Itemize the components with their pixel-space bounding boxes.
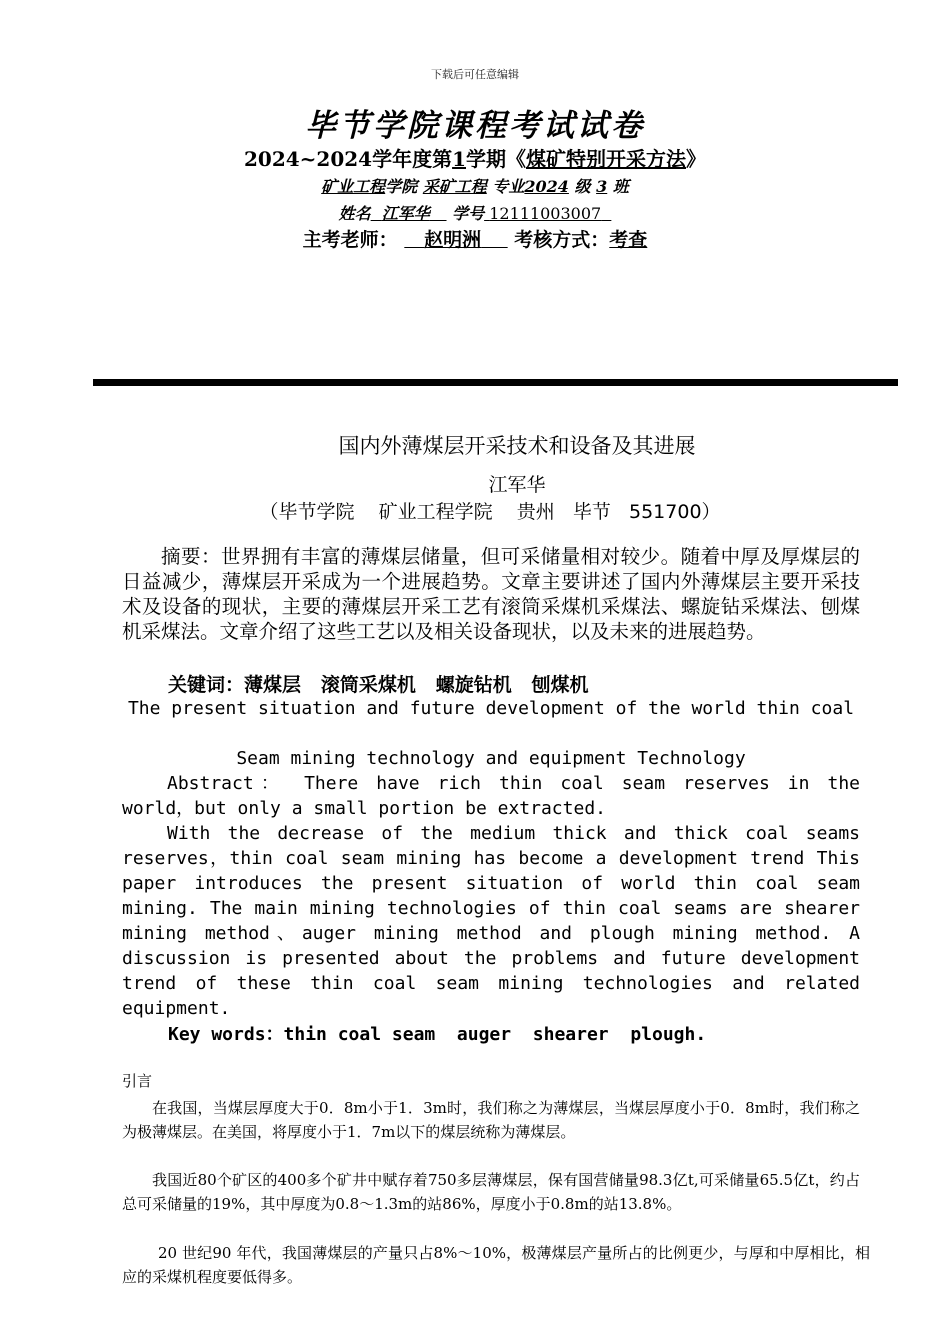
academic-year: 2024~2024 xyxy=(243,147,373,171)
term-text-3: 》 xyxy=(686,147,706,171)
exam-method: 考查 xyxy=(609,229,648,251)
article-affiliation: （毕节学院 矿业工程学院 贵州 毕节 551700） xyxy=(259,501,721,523)
id-label: 学号 xyxy=(452,204,485,223)
class-number: 3 xyxy=(596,177,608,196)
dept-text-3: 级 xyxy=(574,177,591,196)
chinese-keywords: 关键词：薄煤层 滚筒采煤机 螺旋钻机 刨煤机 xyxy=(168,674,589,696)
examiner-line xyxy=(0,225,950,252)
term-line xyxy=(0,143,950,172)
college-name: 矿业工程 xyxy=(321,177,386,196)
term-text-1: 学年度第 xyxy=(372,147,453,171)
intro-paragraph-3: 20 世纪90 年代，我国薄煤层的产量只占8%～10%，极薄煤层产量所占的比例更少，与厚和中厚相比，相应的采煤机程度要低得多。 xyxy=(122,1244,870,1286)
method-label: 考核方式： xyxy=(514,229,610,251)
english-abstract-1: Abstract： There have rich thin coal seam reserves in the world，but only a small portion be extracted. xyxy=(122,773,860,819)
student-line xyxy=(0,201,950,224)
dept-text-1: 学院 xyxy=(385,177,418,196)
divider-rule xyxy=(93,379,898,386)
term-number: 1 xyxy=(452,147,466,171)
header-note: 下载后可任意编辑 xyxy=(431,68,519,81)
teacher-label: 主考老师： xyxy=(302,229,398,251)
student-name: 江军华 xyxy=(381,204,430,223)
name-label: 姓名 xyxy=(338,204,371,223)
dept-text-2: 专业 xyxy=(492,177,525,196)
chinese-abstract: 摘要：世界拥有丰富的薄煤层储量，但可采储量相对较少。随着中厚及厚煤层的日益减少，薄煤层开采成为一个进展趋势。文章主要讲述了国内外薄煤层主要开采技术及设备的现状，主要的薄煤层开采工艺有滚筒采煤机采煤法、螺旋钻采煤法、刨煤机采煤法。文章介绍了这些工艺以及相关设备现状，以及未来的进展趋势。 xyxy=(122,545,860,643)
dept-text-4: 班 xyxy=(612,177,629,196)
term-text-2: 学期《 xyxy=(466,147,526,171)
english-title: The present situation and future development of the world thin coal xyxy=(127,698,855,719)
english-abstract-2: With the decrease of the medium thick and thick coal seams reserves，thin coal seam mining has become a development trend This paper introduces the present situation of world thin coal seam mining. The main mining technologies of thin coal seams are shearer mining method、auger mining method and plough mining method. A discussion is presented about the problems and future development trend of these thin coal seam mining technologies and related equipment. xyxy=(122,823,860,1019)
english-keywords: Key words：thin coal seam auger shearer plough. xyxy=(168,1024,707,1045)
grade-year: 2024 xyxy=(524,177,569,196)
teacher-name: 赵明洲 xyxy=(424,229,482,251)
intro-paragraph-1: 在我国，当煤层厚度大于0．8m小于1．3m时，我们称之为薄煤层，当煤层厚度小于0．8m时，我们称之为极薄煤层。在美国，将厚度小于1．7m以下的煤层统称为薄煤层。 xyxy=(122,1099,860,1141)
student-id: 12111003007 xyxy=(489,204,602,223)
intro-heading: 引言 xyxy=(122,1072,153,1090)
department-line xyxy=(0,174,950,197)
article-title: 国内外薄煤层开采技术和设备及其进展 xyxy=(338,434,696,458)
exam-title: 毕节学院课程考试试卷 xyxy=(305,108,645,144)
major-name: 采矿工程 xyxy=(422,177,487,196)
intro-paragraph-2: 我国近80个矿区的400多个矿井中赋存着750多层薄煤层，保有国营储量98.3亿t,可采储量65.5亿t，约占总可采储量的19%，其中厚度为0.8～1.3m的站86%，厚度小于0.8m的站13.8%。 xyxy=(122,1171,860,1213)
english-subtitle: Seam mining technology and equipment Technology xyxy=(236,748,746,769)
article-author: 江军华 xyxy=(488,474,546,496)
course-name: 煤矿特别开采方法 xyxy=(526,147,686,171)
